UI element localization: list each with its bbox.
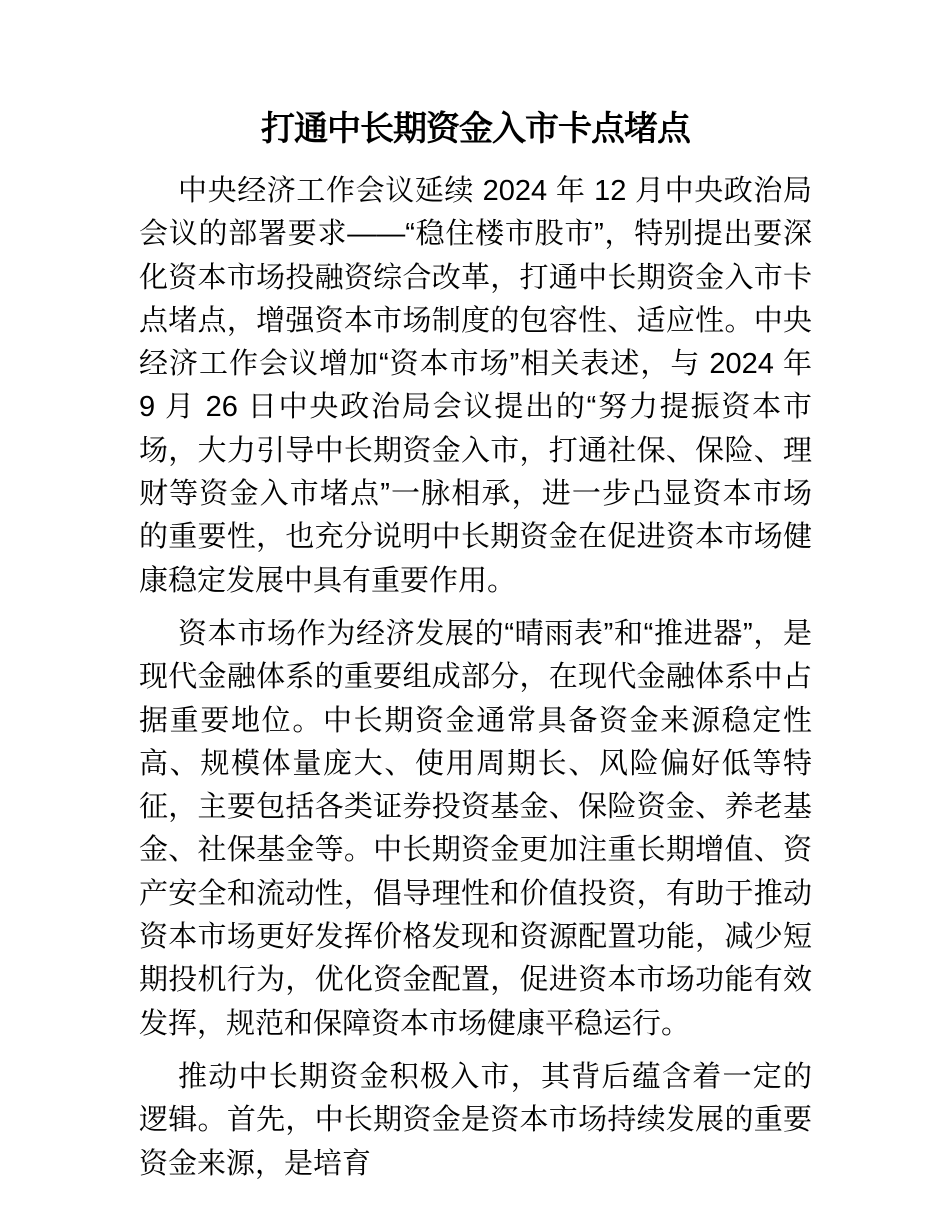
document-title: 打通中长期资金入市卡点堵点 [261,110,690,148]
paragraph: 推动中长期资金积极入市，其背后蕴含着一定的逻辑。首先，中长期资金是资本市场持续发展的重要资金来源，是培育 [139,1060,812,1180]
paragraph: 资本市场作为经济发展的“晴雨表”和“推进器”，是现代金融体系的重要组成部分，在现代金融体系中占据重要地位。中长期资金通常具备资金来源稳定性高、规模体量庞大、使用周期长、风险偏好低等特征，主要包括各类证券投资基金、保险资金、养老基金、社保基金等。中长期资金更加注重长期增值、资产安全和流动性，倡导理性和价值投资，有助于推动资本市场更好发挥价格发现和资源配置功能，减少短期投机行为，优化资金配置，促进资本市场功能有效发挥，规范和保障资本市场健康平稳运行。 [139,617,812,1040]
document-body [139,170,812,1186]
paragraph: 中央经济工作会议延续 2024 年 12 月中央政治局会议的部署要求——“稳住楼市股市”，特别提出要深化资本市场投融资综合改革，打通中长期资金入市卡点堵点，增强资本市场制度的包容性、适应性。中央经济工作会议增加“资本市场”相关表述，与 2024 年 9 月 26 日中央政治局会议提出的“努力提振资本市场，大力引导中长期资金入市，打通社保、保险、理财等资金入市堵点”一脉相承，进一步凸显资本市场的重要性，也充分说明中长期资金在促进资本市场健康稳定发展中具有重要作用。 [139,175,812,597]
